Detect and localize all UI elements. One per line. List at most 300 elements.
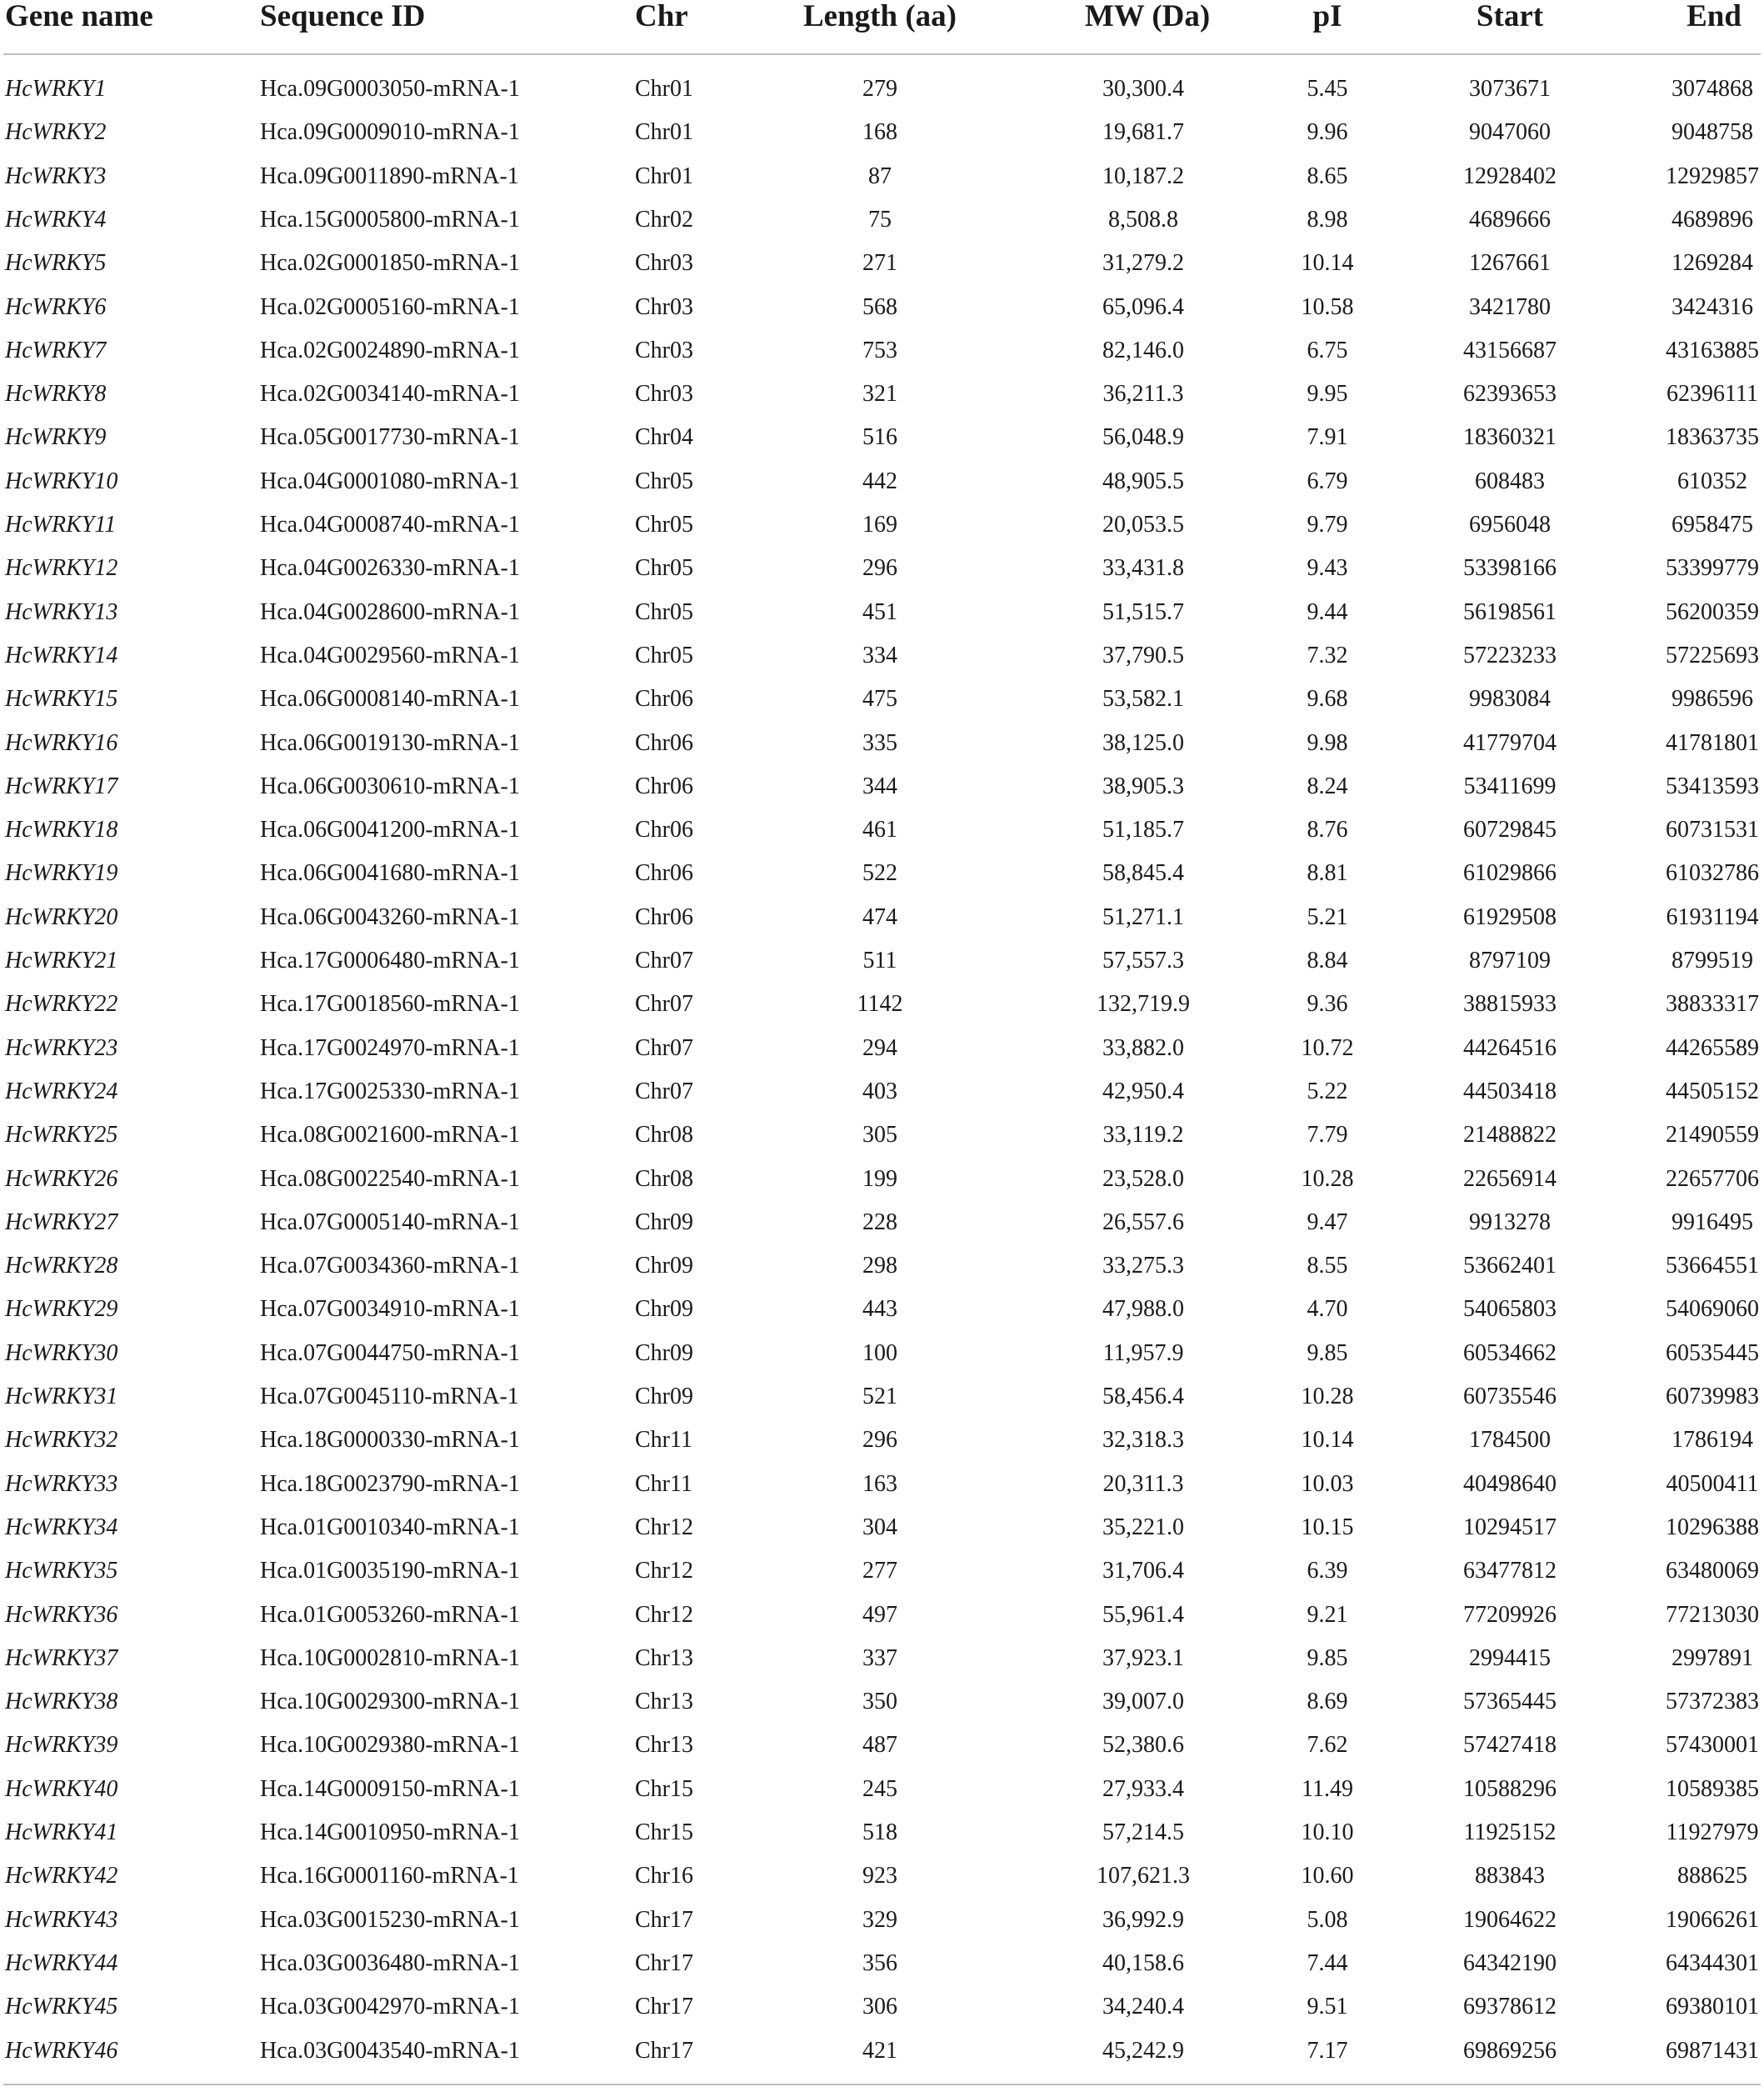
table-row [0, 2030, 1764, 2074]
cell-start: 10588296 [1463, 1775, 1557, 1802]
cell-end: 1786194 [1672, 1427, 1753, 1454]
cell-sequence-id: Hca.04G0026330-mRNA-1 [260, 555, 520, 582]
cell-pi: 10.14 [1301, 1427, 1354, 1454]
cell-end: 53399779 [1666, 555, 1759, 582]
cell-mw: 57,557.3 [1102, 948, 1184, 973]
cell-mw: 48,905.5 [1102, 468, 1184, 494]
cell-end: 9916495 [1672, 1209, 1753, 1235]
cell-length: 350 [862, 1689, 897, 1715]
cell-mw: 35,221.0 [1102, 1514, 1184, 1540]
cell-gene-name: HcWRKY33 [5, 1470, 118, 1497]
cell-end: 41781801 [1666, 729, 1759, 756]
cell-pi: 8.81 [1307, 860, 1348, 887]
cell-end: 2997891 [1672, 1644, 1753, 1671]
cell-gene-name: HcWRKY24 [5, 1078, 118, 1104]
cell-sequence-id: Hca.17G0018560-mRNA-1 [260, 991, 520, 1018]
cell-start: 64342190 [1463, 1949, 1557, 1976]
cell-length: 753 [862, 337, 897, 363]
cell-start: 43156687 [1463, 337, 1557, 363]
cell-length: 306 [862, 1994, 897, 2020]
table-row [0, 287, 1764, 330]
cell-start: 3421780 [1469, 293, 1551, 320]
cell-gene-name: HcWRKY28 [5, 1253, 118, 1279]
cell-mw: 32,318.3 [1102, 1427, 1184, 1454]
cell-mw: 10,187.2 [1102, 163, 1184, 189]
cell-chr: Chr06 [635, 860, 693, 887]
cell-sequence-id: Hca.03G0043540-mRNA-1 [260, 2037, 520, 2064]
table-row [0, 723, 1764, 766]
cell-pi: 7.91 [1307, 424, 1348, 451]
cell-pi: 10.10 [1301, 1819, 1354, 1845]
cell-end: 38833317 [1666, 991, 1759, 1018]
cell-length: 168 [862, 119, 897, 146]
cell-sequence-id: Hca.06G0030610-mRNA-1 [260, 773, 520, 799]
cell-mw: 37,923.1 [1102, 1644, 1184, 1671]
cell-chr: Chr12 [635, 1601, 693, 1628]
cell-start: 40498640 [1463, 1470, 1557, 1497]
cell-gene-name: HcWRKY30 [5, 1339, 118, 1366]
cell-pi: 9.43 [1307, 555, 1348, 582]
table-row [0, 373, 1764, 417]
header-end: End [1687, 0, 1742, 33]
table-row [0, 1638, 1764, 1681]
cell-mw: 20,311.3 [1102, 1470, 1184, 1497]
cell-chr: Chr08 [635, 1122, 693, 1149]
cell-mw: 39,007.0 [1102, 1689, 1184, 1715]
cell-gene-name: HcWRKY19 [5, 860, 118, 887]
cell-mw: 37,790.5 [1102, 642, 1184, 668]
cell-pi: 5.21 [1307, 903, 1348, 930]
cell-sequence-id: Hca.06G0043260-mRNA-1 [260, 903, 520, 930]
cell-start: 57427418 [1463, 1732, 1557, 1759]
cell-pi: 6.75 [1307, 337, 1348, 363]
cell-start: 53662401 [1463, 1253, 1557, 1279]
cell-length: 298 [862, 1253, 897, 1279]
cell-sequence-id: Hca.02G0034140-mRNA-1 [260, 381, 520, 408]
cell-length: 923 [862, 1863, 897, 1889]
cell-chr: Chr13 [635, 1732, 693, 1759]
cell-mw: 107,621.3 [1097, 1863, 1190, 1889]
cell-end: 44505152 [1666, 1078, 1759, 1104]
cell-end: 888625 [1677, 1863, 1747, 1889]
table-row [0, 156, 1764, 199]
cell-chr: Chr15 [635, 1775, 693, 1802]
cell-start: 63477812 [1463, 1558, 1557, 1584]
cell-end: 62396111 [1667, 381, 1758, 408]
cell-sequence-id: Hca.06G0008140-mRNA-1 [260, 686, 520, 713]
cell-chr: Chr04 [635, 424, 693, 451]
cell-chr: Chr11 [635, 1427, 692, 1454]
header-mw: MW (Da) [1084, 0, 1211, 33]
cell-pi: 9.68 [1307, 686, 1348, 713]
cell-start: 69378612 [1463, 1994, 1557, 2020]
cell-mw: 82,146.0 [1102, 337, 1184, 363]
cell-gene-name: HcWRKY26 [5, 1165, 118, 1192]
cell-start: 69869256 [1463, 2037, 1557, 2064]
cell-start: 60534662 [1463, 1339, 1557, 1366]
cell-pi: 10.60 [1301, 1863, 1354, 1889]
cell-pi: 6.39 [1307, 1558, 1348, 1584]
cell-end: 610352 [1677, 468, 1747, 494]
cell-length: 199 [862, 1165, 897, 1192]
header-length: Length (aa) [803, 0, 957, 33]
cell-chr: Chr08 [635, 1165, 693, 1192]
table-row [0, 1812, 1764, 1855]
cell-end: 64344301 [1666, 1949, 1759, 1976]
cell-mw: 51,271.1 [1102, 903, 1184, 930]
cell-start: 608483 [1475, 468, 1545, 494]
cell-length: 344 [862, 773, 897, 799]
cell-start: 61029866 [1463, 860, 1557, 887]
cell-start: 6956048 [1469, 512, 1551, 538]
cell-pi: 10.15 [1301, 1514, 1354, 1540]
cell-length: 337 [862, 1644, 897, 1671]
cell-end: 3074868 [1672, 76, 1753, 102]
cell-pi: 8.84 [1307, 948, 1348, 973]
cell-mw: 45,242.9 [1102, 2037, 1184, 2064]
cell-start: 54065803 [1463, 1296, 1557, 1323]
cell-mw: 132,719.9 [1097, 991, 1190, 1018]
cell-length: 518 [862, 1819, 897, 1845]
cell-gene-name: HcWRKY3 [5, 163, 107, 189]
cell-end: 6958475 [1672, 512, 1753, 538]
cell-gene-name: HcWRKY36 [5, 1601, 118, 1628]
cell-chr: Chr06 [635, 773, 693, 799]
cell-length: 163 [862, 1470, 897, 1497]
cell-gene-name: HcWRKY22 [5, 991, 118, 1018]
cell-length: 329 [862, 1906, 897, 1933]
cell-end: 10589385 [1666, 1775, 1759, 1802]
cell-sequence-id: Hca.01G0035190-mRNA-1 [260, 1558, 520, 1584]
cell-sequence-id: Hca.05G0017730-mRNA-1 [260, 424, 520, 451]
cell-pi: 9.51 [1307, 1994, 1348, 2020]
cell-chr: Chr13 [635, 1689, 693, 1715]
cell-start: 9047060 [1469, 119, 1551, 146]
cell-gene-name: HcWRKY15 [5, 686, 118, 713]
cell-chr: Chr01 [635, 76, 693, 102]
table-row [0, 112, 1764, 155]
cell-length: 521 [862, 1384, 897, 1409]
cell-gene-name: HcWRKY14 [5, 642, 118, 668]
cell-mw: 58,845.4 [1102, 860, 1184, 887]
cell-sequence-id: Hca.09G0003050-mRNA-1 [260, 76, 520, 102]
cell-sequence-id: Hca.18G0023790-mRNA-1 [260, 1470, 520, 1497]
table-row [0, 1550, 1764, 1594]
cell-length: 334 [862, 642, 897, 668]
cell-length: 277 [862, 1558, 897, 1584]
cell-sequence-id: Hca.03G0042970-mRNA-1 [260, 1994, 520, 2020]
cell-length: 1142 [857, 991, 903, 1018]
cell-pi: 4.70 [1307, 1296, 1348, 1323]
table-row [0, 1028, 1764, 1071]
cell-sequence-id: Hca.07G0045110-mRNA-1 [260, 1384, 519, 1409]
cell-sequence-id: Hca.04G0029560-mRNA-1 [260, 642, 520, 668]
cell-start: 2994415 [1469, 1644, 1551, 1671]
cell-length: 522 [862, 860, 897, 887]
cell-sequence-id: Hca.10G0029300-mRNA-1 [260, 1689, 520, 1715]
table-row [0, 1855, 1764, 1899]
cell-start: 53398166 [1463, 555, 1557, 582]
cell-length: 321 [862, 381, 897, 408]
cell-gene-name: HcWRKY40 [5, 1775, 118, 1802]
cell-start: 12928402 [1463, 163, 1557, 189]
cell-start: 21488822 [1463, 1122, 1557, 1149]
table-row [0, 1769, 1764, 1812]
table-row [0, 940, 1764, 983]
cell-chr: Chr09 [635, 1296, 693, 1323]
cell-mw: 38,125.0 [1102, 729, 1184, 756]
table-row [0, 68, 1764, 112]
cell-pi: 10.28 [1301, 1384, 1354, 1409]
cell-end: 53413593 [1666, 773, 1759, 799]
table-row [0, 1507, 1764, 1550]
cell-end: 3424316 [1672, 293, 1753, 320]
cell-sequence-id: Hca.06G0041200-mRNA-1 [260, 817, 520, 843]
table-row [0, 199, 1764, 243]
cell-pi: 7.32 [1307, 642, 1348, 668]
cell-start: 44264516 [1463, 1034, 1557, 1061]
cell-length: 487 [862, 1732, 897, 1759]
cell-mw: 55,961.4 [1102, 1601, 1184, 1628]
cell-gene-name: HcWRKY34 [5, 1514, 118, 1540]
cell-sequence-id: Hca.04G0028600-mRNA-1 [260, 598, 520, 625]
cell-gene-name: HcWRKY27 [5, 1209, 118, 1235]
table-row [0, 809, 1764, 853]
cell-length: 451 [862, 598, 897, 625]
cell-start: 10294517 [1463, 1514, 1557, 1540]
cell-pi: 9.98 [1307, 729, 1348, 756]
cell-gene-name: HcWRKY13 [5, 598, 118, 625]
cell-sequence-id: Hca.09G0009010-mRNA-1 [260, 119, 520, 146]
cell-start: 62393653 [1463, 381, 1557, 408]
cell-mw: 20,053.5 [1102, 512, 1184, 538]
cell-pi: 7.17 [1307, 2037, 1348, 2064]
cell-end: 19066261 [1666, 1906, 1759, 1933]
cell-start: 38815933 [1463, 991, 1557, 1018]
cell-mw: 31,706.4 [1102, 1558, 1184, 1584]
cell-chr: Chr05 [635, 642, 693, 668]
table-row [0, 897, 1764, 940]
cell-length: 279 [862, 76, 897, 102]
cell-start: 9913278 [1469, 1209, 1551, 1235]
cell-chr: Chr17 [635, 2037, 693, 2064]
cell-pi: 9.47 [1307, 1209, 1348, 1235]
cell-sequence-id: Hca.10G0029380-mRNA-1 [260, 1732, 520, 1759]
table-row [0, 330, 1764, 373]
cell-sequence-id: Hca.17G0025330-mRNA-1 [260, 1078, 520, 1104]
cell-sequence-id: Hca.03G0036480-mRNA-1 [260, 1949, 520, 1976]
cell-sequence-id: Hca.02G0024890-mRNA-1 [260, 337, 520, 363]
table-row [0, 1943, 1764, 1986]
cell-end: 9048758 [1672, 119, 1753, 146]
cell-length: 87 [868, 163, 892, 189]
table-row [0, 635, 1764, 678]
cell-sequence-id: Hca.17G0006480-mRNA-1 [260, 948, 520, 973]
cell-chr: Chr06 [635, 817, 693, 843]
cell-end: 1269284 [1672, 250, 1753, 277]
cell-sequence-id: Hca.02G0005160-mRNA-1 [260, 293, 520, 320]
table-row [0, 504, 1764, 548]
cell-chr: Chr05 [635, 555, 693, 582]
cell-chr: Chr07 [635, 1034, 693, 1061]
cell-chr: Chr17 [635, 1949, 693, 1976]
cell-gene-name: HcWRKY5 [5, 250, 107, 277]
cell-pi: 9.95 [1307, 381, 1348, 408]
cell-pi: 9.44 [1307, 598, 1348, 625]
cell-start: 77209926 [1463, 1601, 1557, 1628]
cell-end: 43163885 [1666, 337, 1759, 363]
cell-sequence-id: Hca.07G0034360-mRNA-1 [260, 1253, 520, 1279]
cell-mw: 33,275.3 [1102, 1253, 1184, 1279]
cell-end: 57430001 [1666, 1732, 1759, 1759]
cell-length: 461 [862, 817, 897, 843]
cell-mw: 33,431.8 [1102, 555, 1184, 582]
cell-length: 497 [862, 1601, 897, 1628]
cell-length: 356 [862, 1949, 897, 1976]
cell-gene-name: HcWRKY37 [5, 1644, 118, 1671]
table-row [0, 1333, 1764, 1376]
cell-end: 56200359 [1666, 598, 1759, 625]
cell-pi: 9.21 [1307, 1601, 1348, 1628]
cell-end: 54069060 [1666, 1296, 1759, 1323]
cell-end: 61931194 [1666, 903, 1759, 930]
cell-pi: 10.14 [1301, 250, 1354, 277]
cell-length: 511 [862, 948, 897, 973]
cell-pi: 10.28 [1301, 1165, 1354, 1192]
cell-mw: 57,214.5 [1102, 1819, 1184, 1845]
cell-mw: 8,508.8 [1108, 206, 1178, 233]
table-row [0, 592, 1764, 635]
cell-length: 271 [862, 250, 897, 277]
cell-chr: Chr01 [635, 163, 693, 189]
cell-gene-name: HcWRKY39 [5, 1732, 118, 1759]
cell-start: 3073671 [1469, 76, 1551, 102]
cell-chr: Chr07 [635, 948, 693, 973]
cell-start: 60729845 [1463, 817, 1557, 843]
cell-start: 41779704 [1463, 729, 1557, 756]
cell-pi: 7.62 [1307, 1732, 1348, 1759]
table-row [0, 766, 1764, 809]
cell-sequence-id: Hca.06G0041680-mRNA-1 [260, 860, 520, 887]
cell-gene-name: HcWRKY10 [5, 468, 118, 494]
cell-end: 12929857 [1666, 163, 1759, 189]
cell-gene-name: HcWRKY45 [5, 1994, 118, 2020]
cell-start: 61929508 [1463, 903, 1557, 930]
cell-length: 443 [862, 1296, 897, 1323]
cell-start: 60735546 [1463, 1384, 1557, 1409]
cell-length: 442 [862, 468, 897, 494]
cell-mw: 33,119.2 [1102, 1122, 1184, 1149]
cell-length: 516 [862, 424, 897, 451]
cell-mw: 40,158.6 [1102, 1949, 1184, 1976]
cell-chr: Chr15 [635, 1819, 693, 1845]
cell-mw: 11,957.9 [1102, 1339, 1184, 1366]
cell-gene-name: HcWRKY20 [5, 903, 118, 930]
cell-sequence-id: Hca.18G0000330-mRNA-1 [260, 1427, 520, 1454]
cell-mw: 58,456.4 [1102, 1384, 1184, 1409]
cell-chr: Chr05 [635, 512, 693, 538]
table-row [0, 461, 1764, 504]
header-pi: pI [1312, 0, 1342, 33]
cell-gene-name: HcWRKY25 [5, 1122, 118, 1149]
cell-sequence-id: Hca.04G0001080-mRNA-1 [260, 468, 520, 494]
cell-pi: 7.44 [1307, 1949, 1348, 1976]
cell-end: 57372383 [1666, 1689, 1759, 1715]
cell-mw: 56,048.9 [1102, 424, 1184, 451]
table-row [0, 1986, 1764, 2029]
cell-pi: 9.85 [1307, 1339, 1348, 1366]
cell-end: 60535445 [1666, 1339, 1759, 1366]
cell-mw: 27,933.4 [1102, 1775, 1184, 1802]
cell-pi: 8.69 [1307, 1689, 1348, 1715]
header-rule [3, 53, 1761, 55]
cell-end: 40500411 [1666, 1470, 1759, 1497]
cell-start: 4689666 [1469, 206, 1551, 233]
cell-sequence-id: Hca.17G0024970-mRNA-1 [260, 1034, 520, 1061]
cell-chr: Chr03 [635, 337, 693, 363]
cell-gene-name: HcWRKY43 [5, 1906, 118, 1933]
cell-pi: 9.36 [1307, 991, 1348, 1018]
cell-end: 69871431 [1666, 2037, 1759, 2064]
header-sequence-id: Sequence ID [260, 0, 426, 33]
cell-chr: Chr11 [635, 1470, 692, 1497]
cell-gene-name: HcWRKY11 [5, 512, 117, 538]
cell-sequence-id: Hca.07G0034910-mRNA-1 [260, 1296, 520, 1323]
cell-end: 8799519 [1672, 948, 1753, 973]
cell-length: 75 [868, 206, 892, 233]
cell-end: 77213030 [1666, 1601, 1759, 1628]
cell-sequence-id: Hca.08G0021600-mRNA-1 [260, 1122, 520, 1149]
cell-mw: 36,211.3 [1102, 381, 1184, 408]
cell-gene-name: HcWRKY32 [5, 1427, 118, 1454]
cell-length: 305 [862, 1122, 897, 1149]
cell-gene-name: HcWRKY2 [5, 119, 107, 146]
cell-chr: Chr05 [635, 598, 693, 625]
cell-start: 19064622 [1463, 1906, 1557, 1933]
cell-sequence-id: Hca.07G0005140-mRNA-1 [260, 1209, 520, 1235]
cell-sequence-id: Hca.06G0019130-mRNA-1 [260, 729, 520, 756]
table-row [0, 1419, 1764, 1463]
cell-mw: 52,380.6 [1102, 1732, 1184, 1759]
cell-start: 56198561 [1463, 598, 1557, 625]
cell-gene-name: HcWRKY1 [5, 76, 107, 102]
cell-length: 335 [862, 729, 897, 756]
cell-pi: 5.22 [1307, 1078, 1348, 1104]
cell-chr: Chr01 [635, 119, 693, 146]
cell-chr: Chr12 [635, 1514, 693, 1540]
cell-end: 53664551 [1666, 1253, 1759, 1279]
cell-length: 296 [862, 1427, 897, 1454]
table-row [0, 1594, 1764, 1638]
cell-start: 8797109 [1469, 948, 1551, 973]
table-row [0, 1681, 1764, 1724]
table-header [0, 0, 1764, 53]
cell-sequence-id: Hca.14G0010950-mRNA-1 [260, 1819, 520, 1845]
cell-mw: 30,300.4 [1102, 76, 1184, 102]
cell-gene-name: HcWRKY23 [5, 1034, 118, 1061]
cell-end: 21490559 [1666, 1122, 1759, 1149]
cell-pi: 8.98 [1307, 206, 1348, 233]
cell-gene-name: HcWRKY9 [5, 424, 107, 451]
header-start: Start [1476, 0, 1544, 33]
cell-chr: Chr06 [635, 903, 693, 930]
cell-chr: Chr17 [635, 1906, 693, 1933]
cell-mw: 19,681.7 [1102, 119, 1184, 146]
cell-gene-name: HcWRKY44 [5, 1949, 118, 1976]
cell-mw: 51,185.7 [1102, 817, 1184, 843]
cell-mw: 53,582.1 [1102, 686, 1184, 713]
cell-pi: 5.45 [1307, 76, 1348, 102]
